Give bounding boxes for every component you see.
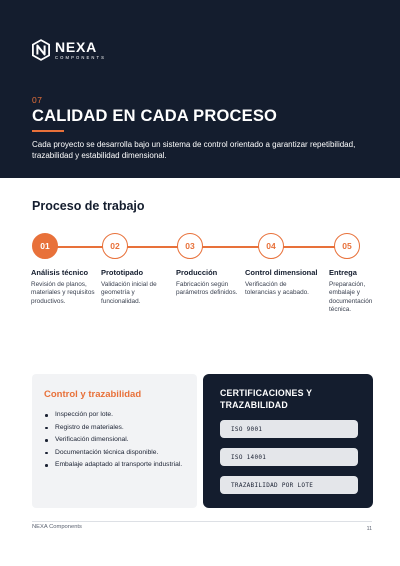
control-list [44, 409, 182, 472]
list-item: Registro de materiales. [44, 422, 182, 435]
step-number-badge: 03 [177, 233, 203, 259]
process-step-3 [176, 233, 256, 298]
company-logo [32, 38, 106, 62]
title-underline [32, 130, 64, 132]
step-description: Validación inicial de geometría y funcionalidad. [101, 281, 157, 305]
brand-tagline: COMPONENTS [55, 54, 107, 60]
process-step-1 [31, 233, 111, 306]
step-description: Revisión de planos, materiales y requisitos productivos. [31, 281, 95, 305]
list-item: Documentación técnica disponible. [44, 447, 182, 460]
step-description: Preparación, embalaje y documentación técnica. [329, 281, 373, 314]
step-title: Control dimensional [245, 268, 318, 277]
process-step-2 [101, 233, 181, 306]
hero-header [0, 0, 400, 178]
list-item: Embalaje adaptado al transporte industrial. [44, 459, 182, 472]
logo-wordmark [55, 40, 106, 61]
certifications-panel [203, 374, 373, 508]
list-item: Inspección por lote. [44, 409, 182, 422]
step-title: Entrega [329, 268, 357, 277]
control-panel-title: Control y trazabilidad [44, 389, 142, 400]
certifications-title: CERTIFICACIONES Y TRAZABILIDAD [220, 388, 313, 410]
page-title: CALIDAD EN CADA PROCESO [32, 107, 278, 125]
step-title: Prototipado [101, 268, 144, 277]
process-title: Proceso de trabajo [32, 199, 145, 213]
step-title: Análisis técnico [31, 268, 89, 277]
certification-badge-lot-traceability: TRAZABILIDAD POR LOTE [220, 476, 358, 494]
process-step-4 [245, 233, 325, 298]
step-number-badge: 04 [258, 233, 284, 259]
section-number: 07 [32, 95, 43, 105]
certification-badge-iso-14001: ISO 14001 [220, 448, 358, 466]
step-description: Verificación de tolerancias y acabado. [245, 281, 309, 297]
brand-name: NEXA [55, 38, 98, 55]
step-number-badge: 05 [334, 233, 360, 259]
footer-divider [32, 521, 372, 522]
hexagon-logo-icon [32, 39, 50, 61]
footer-company: NEXA Components [32, 524, 82, 530]
list-item: Verificación dimensional. [44, 434, 182, 447]
step-number-badge: 02 [102, 233, 128, 259]
step-number-badge: 01 [32, 233, 58, 259]
certification-badge-iso-9001: ISO 9001 [220, 420, 358, 438]
intro-text: Cada proyecto se desarrolla bajo un sistema de control orientado a garantizar repetibilidad, trazabilidad y estabilidad dimensional. [32, 140, 356, 160]
step-description: Fabricación según parámetros definidos. [176, 281, 238, 297]
step-title: Producción [176, 268, 218, 277]
page-number: 11 [366, 526, 372, 532]
process-step-5 [329, 233, 400, 315]
control-traceability-panel [32, 374, 197, 508]
